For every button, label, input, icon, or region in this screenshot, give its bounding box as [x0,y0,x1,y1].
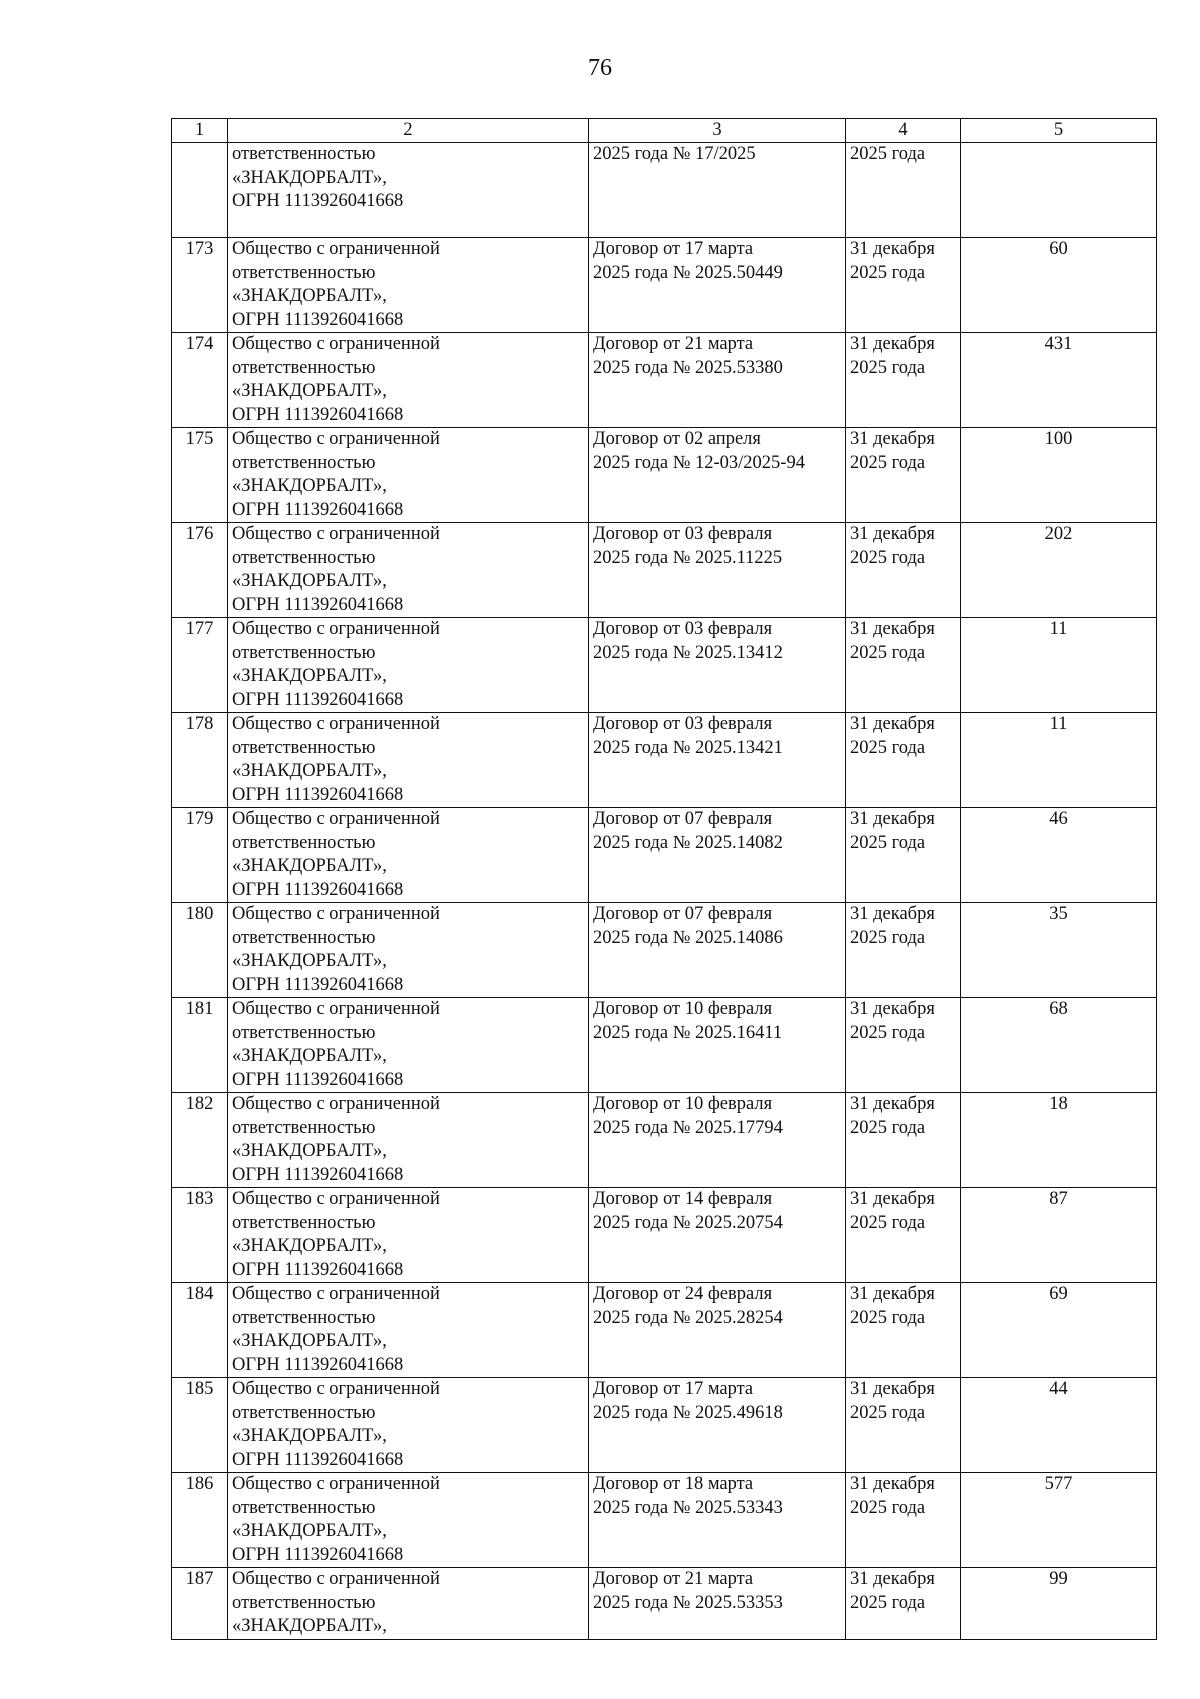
quantity-cell: 68 [961,998,1157,1093]
term-cell-line: 2025 года [850,144,926,164]
contract-cell [589,1568,846,1640]
contract-cell-line: 2025 года № 2025.11225 [593,547,783,568]
contract-cell-line: 2025 года № 17/2025 [593,144,756,164]
term-cell [846,333,961,428]
contract-cell-line: 2025 года № 2025.14086 [593,927,783,948]
quantity-cell: 35 [961,903,1157,998]
contract-cell [589,618,846,713]
contract-cell-line: 2025 года № 12-03/2025-94 [593,452,805,473]
term-cell [846,618,961,713]
organization-cell-line: Общество с ограниченной [232,1569,440,1589]
organization-cell-line: ОГРН 1113926041668 [232,974,404,995]
organization-cell [228,808,589,903]
organization-cell-line: ОГРН 1113926041668 [232,689,404,710]
organization-cell-line: ответственностью [232,737,376,758]
row-number: 186 [172,1473,228,1568]
term-cell-line: 31 декабря [850,334,935,354]
organization-cell-line: «ЗНАКДОРБАЛТ», [232,1521,387,1541]
organization-cell-line: Общество с ограниченной [232,1284,440,1304]
term-cell-line: 2025 года [850,1402,926,1423]
organization-cell [228,1093,589,1188]
organization-cell-line: ОГРН 1113926041668 [232,404,404,425]
organization-cell-line: Общество с ограниченной [232,809,440,829]
term-cell-line: 31 декабря [850,239,935,259]
contract-cell [589,523,846,618]
organization-cell-line: Общество с ограниченной [232,1379,440,1399]
table-row [172,713,1157,808]
organization-cell-line: Общество с ограниченной [232,1189,440,1209]
column-header-1: 1 [172,119,228,143]
contract-cell [589,238,846,333]
organization-cell [228,523,589,618]
organization-cell-line: ответственностью [232,927,376,948]
organization-cell-line: Общество с ограниченной [232,334,440,354]
organization-cell-line: Общество с ограниченной [232,999,440,1019]
term-cell [846,523,961,618]
organization-cell-line: ответственностью [232,1592,376,1613]
quantity-cell: 87 [961,1188,1157,1283]
organization-cell [228,1188,589,1283]
organization-cell [228,1473,589,1568]
contract-cell-line: Договор от 07 февраля [593,904,773,924]
column-header-2: 2 [228,119,589,143]
contract-cell-line: 2025 года № 2025.14082 [593,832,783,853]
organization-cell-line: ответственностью [232,1497,376,1518]
contracts-table [171,118,1157,1640]
table-row [172,903,1157,998]
term-cell [846,428,961,523]
contract-cell-line: Договор от 17 марта [593,239,754,259]
table-row [172,1568,1157,1640]
organization-cell-line: ответственностью [232,452,376,473]
term-cell [846,238,961,333]
quantity-cell [961,143,1157,238]
organization-cell-line: Общество с ограниченной [232,1094,440,1114]
quantity-cell: 99 [961,1568,1157,1640]
organization-cell [228,1283,589,1378]
row-number: 178 [172,713,228,808]
table-row [172,1188,1157,1283]
quantity-cell: 100 [961,428,1157,523]
contract-cell-line: Договор от 03 февраля [593,619,773,639]
contract-cell [589,808,846,903]
term-cell-line: 31 декабря [850,1379,935,1399]
organization-cell-line: Общество с ограниченной [232,524,440,544]
column-header-3: 3 [589,119,846,143]
contract-cell-line: Договор от 14 февраля [593,1189,773,1209]
term-cell-line: 31 декабря [850,809,935,829]
organization-cell-line: «ЗНАКДОРБАЛТ», [232,286,387,306]
contract-cell [589,1378,846,1473]
term-cell [846,1188,961,1283]
organization-cell-line: «ЗНАКДОРБАЛТ», [232,571,387,591]
contract-cell-line: 2025 года № 2025.28254 [593,1307,783,1328]
row-number: 182 [172,1093,228,1188]
organization-cell-line: ответственностью [232,642,376,663]
term-cell-line: 2025 года [850,357,926,378]
contract-cell-line: Договор от 10 февраля [593,999,773,1019]
contract-cell-line: 2025 года № 2025.53353 [593,1592,783,1613]
term-cell-line: 2025 года [850,547,926,568]
organization-cell-line: ответственностью [232,1307,376,1328]
column-header-5: 5 [961,119,1157,143]
organization-cell [228,1378,589,1473]
organization-cell-line: «ЗНАКДОРБАЛТ», [232,381,387,401]
organization-cell-line: «ЗНАКДОРБАЛТ», [232,167,387,188]
column-header-4: 4 [846,119,961,143]
term-cell-line: 31 декабря [850,1569,935,1589]
row-number: 175 [172,428,228,523]
row-number: 177 [172,618,228,713]
contract-cell-line: Договор от 03 февраля [593,714,773,734]
contract-cell-line: Договор от 03 февраля [593,524,773,544]
organization-cell-line: ответственностью [232,1022,376,1043]
organization-cell-line: «ЗНАКДОРБАЛТ», [232,1616,387,1636]
term-cell-line: 2025 года [850,1212,926,1233]
organization-cell-line: ОГРН 1113926041668 [232,309,404,330]
organization-cell-line: Общество с ограниченной [232,904,440,924]
contract-cell-line: Договор от 02 апреля [593,429,761,449]
contract-cell-line: 2025 года № 2025.53380 [593,357,783,378]
contract-cell-line: Договор от 10 февраля [593,1094,773,1114]
term-cell-line: 31 декабря [850,1094,935,1114]
table-row [172,238,1157,333]
row-number: 181 [172,998,228,1093]
contract-cell-line: 2025 года № 2025.13421 [593,737,783,758]
term-cell [846,713,961,808]
contract-cell-line: 2025 года № 2025.50449 [593,262,783,283]
term-cell-line: 31 декабря [850,904,935,924]
contract-cell-line: Договор от 21 марта [593,1569,754,1589]
contract-cell [589,333,846,428]
term-cell-line: 2025 года [850,927,926,948]
contract-cell [589,903,846,998]
term-cell-line: 31 декабря [850,1189,935,1209]
quantity-cell: 46 [961,808,1157,903]
contract-cell-line: Договор от 17 марта [593,1379,754,1399]
table-row [172,1093,1157,1188]
table-row [172,1378,1157,1473]
contract-cell-line: Договор от 18 марта [593,1474,754,1494]
term-cell-line: 2025 года [850,452,926,473]
organization-cell-line: ответственностью [232,1402,376,1423]
table-header [172,119,1157,143]
table-row [172,333,1157,428]
organization-cell-line: «ЗНАКДОРБАЛТ», [232,856,387,876]
term-cell-line: 2025 года [850,1497,926,1518]
row-number [172,143,228,238]
organization-cell-line: Общество с ограниченной [232,239,440,259]
organization-cell-line: «ЗНАКДОРБАЛТ», [232,761,387,781]
organization-cell-line: ОГРН 1113926041668 [232,499,404,520]
quantity-cell: 69 [961,1283,1157,1378]
organization-cell-line: ОГРН 1113926041668 [232,1449,404,1470]
organization-cell-line: Общество с ограниченной [232,714,440,734]
term-cell-line: 2025 года [850,262,926,283]
term-cell-line: 31 декабря [850,524,935,544]
term-cell [846,1378,961,1473]
row-number: 176 [172,523,228,618]
contract-cell-line: 2025 года № 2025.20754 [593,1212,783,1233]
term-cell [846,1568,961,1640]
organization-cell-line: ОГРН 1113926041668 [232,879,404,900]
organization-cell [228,143,589,238]
organization-cell [228,713,589,808]
table-row [172,808,1157,903]
term-cell-line: 31 декабря [850,714,935,734]
term-cell-line: 31 декабря [850,1284,935,1304]
term-cell [846,1473,961,1568]
organization-cell-line: ОГРН 1113926041668 [232,191,404,211]
contract-cell [589,1283,846,1378]
term-cell-line: 2025 года [850,1022,926,1043]
contract-cell-line: 2025 года № 2025.13412 [593,642,783,663]
organization-cell-line: «ЗНАКДОРБАЛТ», [232,1331,387,1351]
quantity-cell: 577 [961,1473,1157,1568]
organization-cell-line: ответственностью [232,262,376,283]
organization-cell-line: «ЗНАКДОРБАЛТ», [232,1426,387,1446]
organization-cell-line: ответственностью [232,547,376,568]
term-cell-line: 2025 года [850,1117,926,1138]
term-cell-line: 31 декабря [850,619,935,639]
row-number: 183 [172,1188,228,1283]
quantity-cell: 44 [961,1378,1157,1473]
contract-cell [589,428,846,523]
quantity-cell: 18 [961,1093,1157,1188]
table-body [172,143,1157,1640]
term-cell [846,1283,961,1378]
table-row [172,1283,1157,1378]
organization-cell-line: ответственностью [232,144,376,164]
row-number: 174 [172,333,228,428]
organization-cell-line: «ЗНАКДОРБАЛТ», [232,951,387,971]
organization-cell-line: ОГРН 1113926041668 [232,1354,404,1375]
row-number: 187 [172,1568,228,1640]
contract-cell-line: Договор от 07 февраля [593,809,773,829]
organization-cell [228,618,589,713]
header-row [172,119,1157,143]
contract-cell-line: 2025 года № 2025.53343 [593,1497,783,1518]
term-cell-line: 31 декабря [850,1474,935,1494]
organization-cell-line: ответственностью [232,832,376,853]
term-cell-line: 31 декабря [850,429,935,449]
organization-cell-line: ОГРН 1113926041668 [232,784,404,805]
quantity-cell: 11 [961,618,1157,713]
contract-cell [589,143,846,238]
quantity-cell: 60 [961,238,1157,333]
organization-cell [228,428,589,523]
organization-cell-line: ОГРН 1113926041668 [232,594,404,615]
term-cell-line: 2025 года [850,1307,926,1328]
organization-cell [228,903,589,998]
contract-cell [589,713,846,808]
organization-cell-line: ОГРН 1113926041668 [232,1069,404,1090]
organization-cell [228,1568,589,1640]
organization-cell-line: «ЗНАКДОРБАЛТ», [232,1236,387,1256]
term-cell-line: 2025 года [850,832,926,853]
organization-cell-line: ОГРН 1113926041668 [232,1259,404,1280]
quantity-cell: 431 [961,333,1157,428]
contract-cell [589,1473,846,1568]
table-row [172,428,1157,523]
organization-cell-line: Общество с ограниченной [232,619,440,639]
term-cell [846,998,961,1093]
term-cell-line: 2025 года [850,642,926,663]
organization-cell-line: «ЗНАКДОРБАЛТ», [232,1141,387,1161]
term-cell [846,903,961,998]
row-number: 179 [172,808,228,903]
organization-cell-line: Общество с ограниченной [232,1474,440,1494]
organization-cell [228,238,589,333]
row-number: 180 [172,903,228,998]
organization-cell-line: ответственностью [232,357,376,378]
table-row [172,523,1157,618]
organization-cell-line: «ЗНАКДОРБАЛТ», [232,1046,387,1066]
contract-cell-line: 2025 года № 2025.16411 [593,1022,783,1043]
term-cell [846,808,961,903]
organization-cell-line: ответственностью [232,1212,376,1233]
row-number: 185 [172,1378,228,1473]
term-cell-line: 2025 года [850,737,926,758]
quantity-cell: 202 [961,523,1157,618]
row-number: 173 [172,238,228,333]
contract-cell-line: Договор от 21 марта [593,334,754,354]
term-cell-line: 2025 года [850,1592,926,1613]
term-cell [846,1093,961,1188]
table-row [172,998,1157,1093]
organization-cell-line: ОГРН 1113926041668 [232,1544,404,1565]
contract-cell-line: 2025 года № 2025.17794 [593,1117,783,1138]
organization-cell-line: «ЗНАКДОРБАЛТ», [232,666,387,686]
page-number: 76 [588,55,612,81]
row-number: 184 [172,1283,228,1378]
contract-cell [589,1188,846,1283]
organization-cell-line: ОГРН 1113926041668 [232,1164,404,1185]
contract-cell [589,998,846,1093]
contract-cell-line: Договор от 24 февраля [593,1284,773,1304]
table-row [172,143,1157,238]
organization-cell [228,333,589,428]
term-cell [846,143,961,238]
table-row [172,618,1157,713]
organization-cell [228,998,589,1093]
quantity-cell: 11 [961,713,1157,808]
contract-cell-line: 2025 года № 2025.49618 [593,1402,783,1423]
contract-cell [589,1093,846,1188]
organization-cell-line: «ЗНАКДОРБАЛТ», [232,476,387,496]
table-row [172,1473,1157,1568]
organization-cell-line: Общество с ограниченной [232,429,440,449]
term-cell-line: 31 декабря [850,999,935,1019]
organization-cell-line: ответственностью [232,1117,376,1138]
